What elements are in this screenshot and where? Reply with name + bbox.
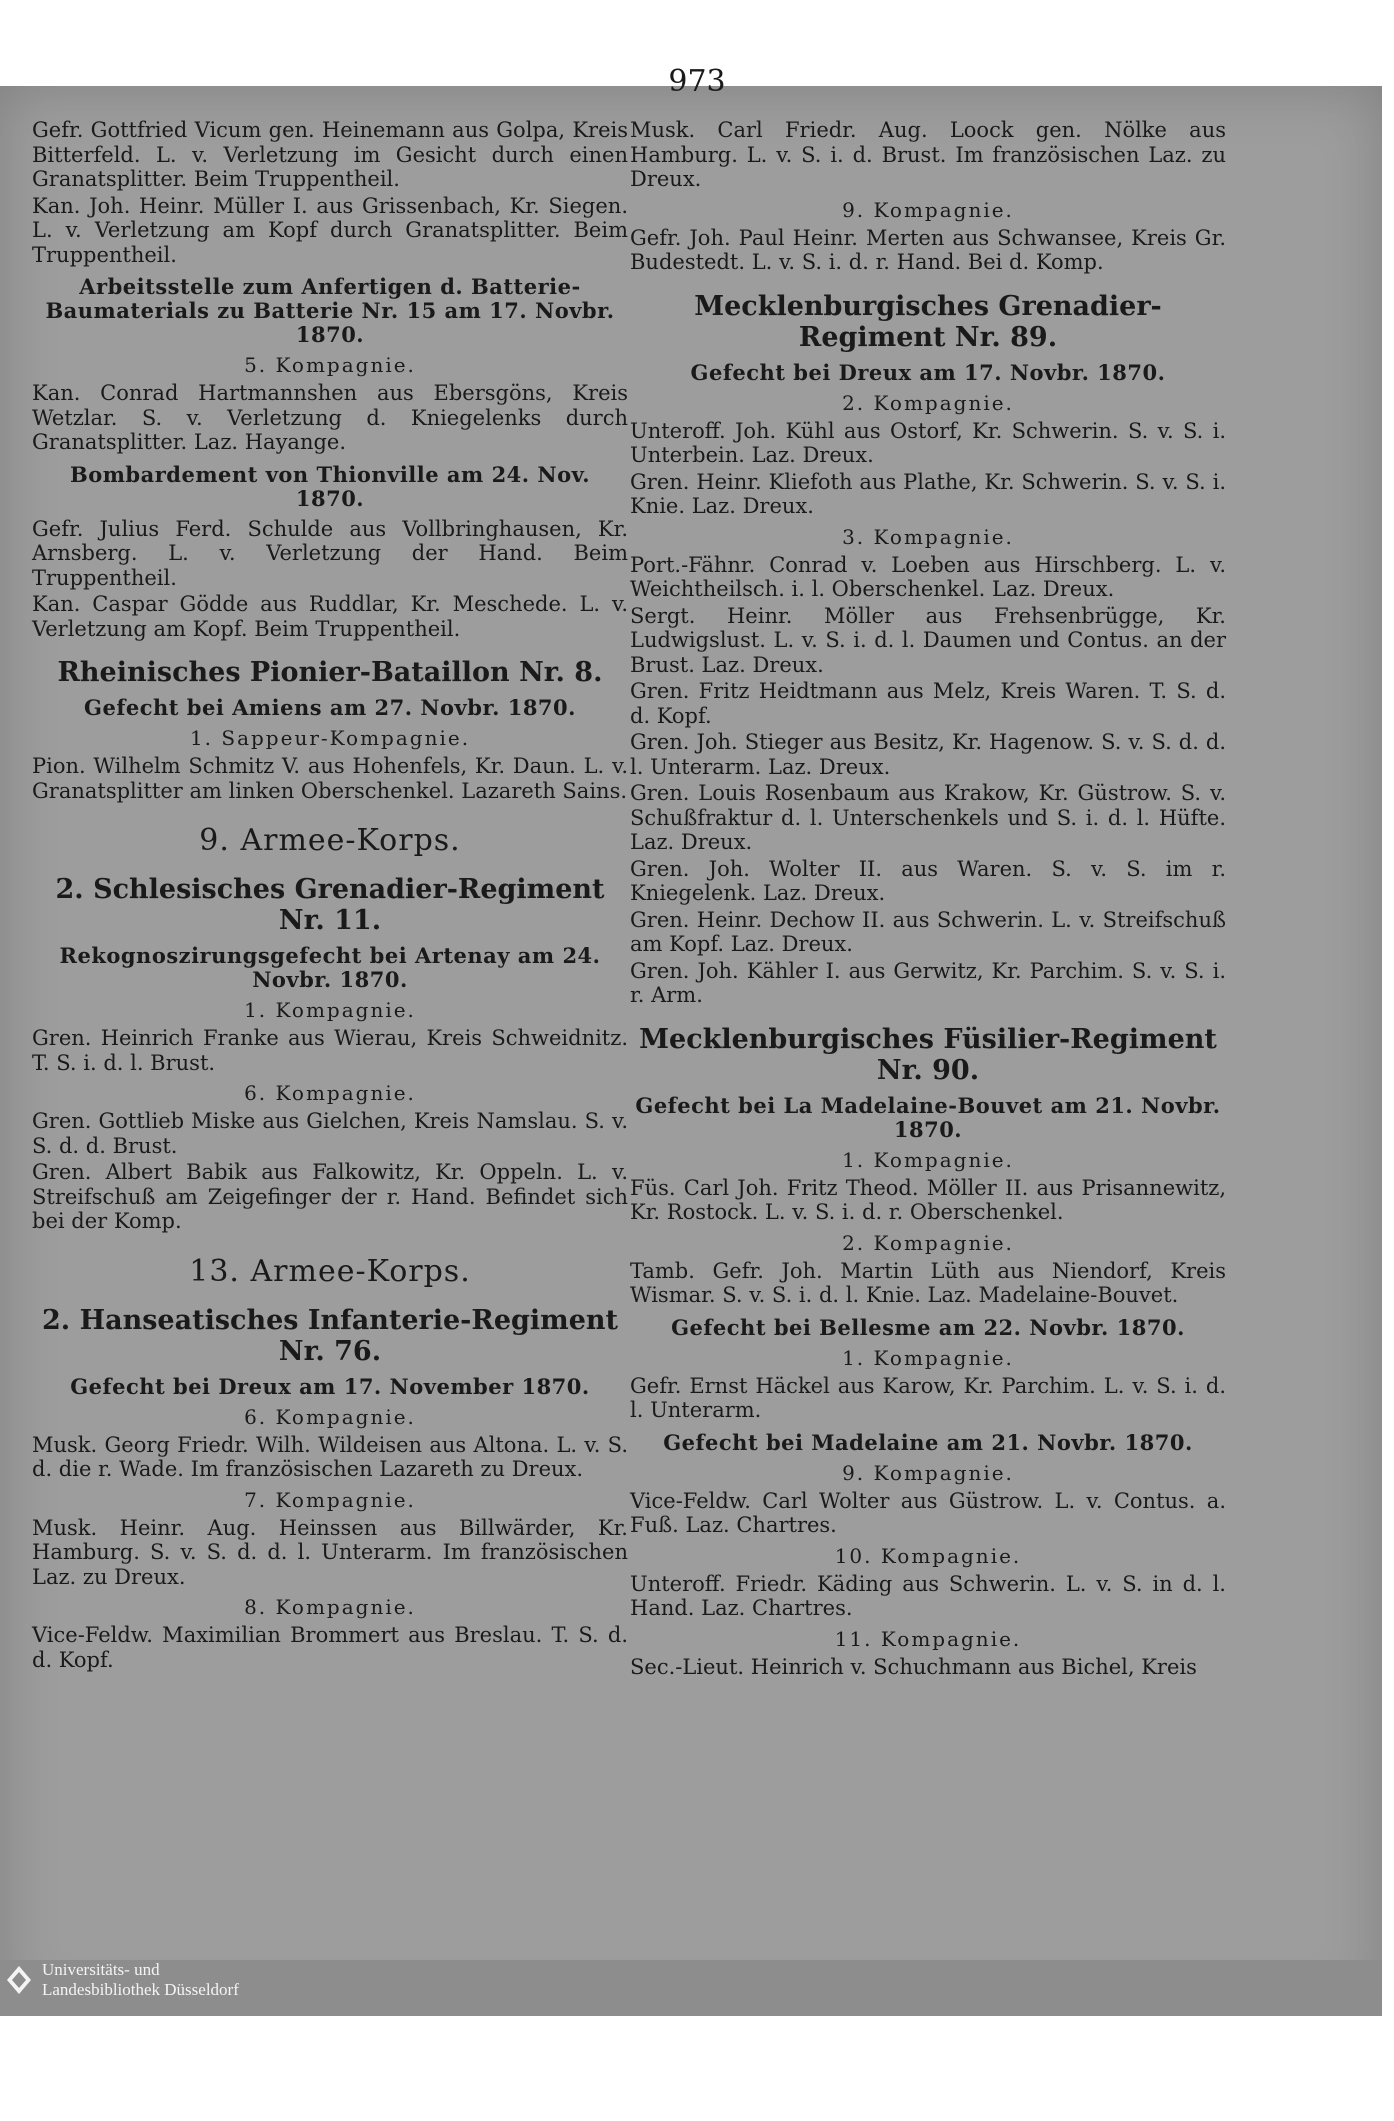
regiment-heading: Mecklenburgisches Grenadier-Regiment Nr. 89. <box>694 290 1162 353</box>
engagement-heading: Rekognoszirungsgefecht bei Artenay am 24. Novbr. 1870. <box>59 943 601 992</box>
library-credit-line1: Universitäts- und <box>42 1960 160 1979</box>
page-number: 973 <box>668 64 726 99</box>
engagement-heading: Gefecht bei Dreux am 17. November 1870. <box>70 1373 590 1399</box>
engagement-heading: Bombardement von Thionville am 24. Nov. 1870. <box>69 461 591 511</box>
regiment-heading: Mecklenburgisches Füsilier-Regiment Nr. 90. <box>639 1023 1217 1086</box>
casualty-entry: Gefr. Julius Ferd. Schulde aus Vollbringhausen, Kr. Arnsberg. L. v. Verletzung der Hand. Beim Truppentheil. <box>32 516 628 590</box>
casualty-entry: Gefr. Ernst Häckel aus Karow, Kr. Parchim. L. v. S. i. d. l. Unterarm. <box>630 1373 1226 1422</box>
casualty-entry: Sergt. Heinr. Möller aus Frehsenbrügge, Kr. Ludwigslust. L. v. S. i. d. l. Daumen und Contus. an der Brust. Laz. Dreux. <box>630 603 1226 677</box>
casualty-entry: Kan. Joh. Heinr. Müller I. aus Grissenbach, Kr. Siegen. L. v. Verletzung am Kopf durch Granatsplitter. Beim Truppentheil. <box>32 193 628 267</box>
company-heading: 2. Kompagnie. <box>842 390 1014 415</box>
casualty-entry: Musk. Heinr. Aug. Heinssen aus Billwärder, Kr. Hamburg. S. v. S. d. d. l. Unterarm. Im französischen Laz. zu Dreux. <box>32 1515 628 1589</box>
casualty-entry: Gren. Heinrich Franke aus Wierau, Kreis Schweidnitz. T. S. i. d. l. Brust. <box>32 1026 628 1075</box>
casualty-entry: Gren. Heinr. Dechow II. aus Schwerin. L. v. Streifschuß am Kopf. Laz. Dreux. <box>630 907 1226 956</box>
company-heading: 6. Kompagnie. <box>244 1081 416 1105</box>
engagement-heading: Gefecht bei Bellesme am 22. Novbr. 1870. <box>671 1314 1185 1340</box>
company-heading: 1. Kompagnie. <box>244 998 416 1022</box>
casualty-entry: Unteroff. Friedr. Käding aus Schwerin. L. v. S. in d. l. Hand. Laz. Chartres. <box>630 1571 1226 1620</box>
casualty-entry: Gren. Albert Babik aus Falkowitz, Kr. Oppeln. L. v. Streifschuß am Zeigefinger der r. Hand. Befindet sich bei der Komp. <box>32 1160 628 1233</box>
company-heading: 9. Kompagnie. <box>842 1460 1014 1485</box>
casualty-entry: Unteroff. Joh. Kühl aus Ostorf, Kr. Schwerin. S. v. S. i. Unterbein. Laz. Dreux. <box>630 418 1226 467</box>
company-heading: 6. Kompagnie. <box>244 1404 416 1429</box>
company-heading: 10. Kompagnie. <box>834 1543 1022 1568</box>
library-logo-icon <box>4 1962 34 2000</box>
casualty-entry: Gren. Louis Rosenbaum aus Krakow, Kr. Güstrow. S. v. Schußfraktur d. l. Unterschenkels und S. i. d. l. Hüfte. Laz. Dreux. <box>630 781 1226 854</box>
company-heading: 11. Kompagnie. <box>834 1626 1022 1651</box>
army-corps-heading: 13. Armee-Korps. <box>189 1253 471 1289</box>
casualty-entry: Gren. Heinr. Kliefoth aus Plathe, Kr. Schwerin. S. v. S. i. Knie. Laz. Dreux. <box>630 469 1226 518</box>
engagement-heading: Gefecht bei Dreux am 17. Novbr. 1870. <box>690 359 1166 385</box>
company-heading: 1. Kompagnie. <box>842 1147 1014 1172</box>
engagement-heading: Arbeitsstelle zum Anfertigen d. Batterie-Baumaterials zu Batterie Nr. 15 am 17. Novbr. 1870. <box>45 274 615 347</box>
regiment-heading: 2. Schlesisches Grenadier-Regiment Nr. 11. <box>55 874 605 936</box>
left-column <box>32 118 628 1674</box>
company-heading: 8. Kompagnie. <box>244 1595 416 1619</box>
casualty-entry: Musk. Georg Friedr. Wilh. Wildeisen aus Altona. L. v. S. d. die r. Wade. Im französischen Lazareth zu Dreux. <box>32 1432 628 1481</box>
engagement-heading: Gefecht bei Amiens am 27. Novbr. 1870. <box>84 695 576 720</box>
company-heading: 1. Kompagnie. <box>842 1345 1014 1370</box>
casualty-entry: Gren. Joh. Kähler I. aus Gerwitz, Kr. Parchim. S. v. S. i. r. Arm. <box>630 958 1226 1007</box>
casualty-entry: Kan. Caspar Gödde aus Ruddlar, Kr. Meschede. L. v. Verletzung am Kopf. Beim Truppentheil. <box>32 592 628 641</box>
company-heading: 3. Kompagnie. <box>842 524 1014 549</box>
casualty-entry: Gefr. Joh. Paul Heinr. Merten aus Schwansee, Kreis Gr. Budestedt. L. v. S. i. d. r. Hand. Bei d. Komp. <box>630 225 1226 274</box>
casualty-entry: Port.-Fähnr. Conrad v. Loeben aus Hirschberg. L. v. Weichtheilsch. i. l. Oberschenkel. Laz. Dreux. <box>630 552 1226 601</box>
casualty-entry: Musk. Carl Friedr. Aug. Loock gen. Nölke aus Hamburg. L. v. S. i. d. Brust. Im französischen Laz. zu Dreux. <box>630 118 1226 191</box>
company-heading: 1. Sappeur-Kompagnie. <box>189 726 471 750</box>
casualty-entry: Vice-Feldw. Carl Wolter aus Güstrow. L. v. Contus. a. Fuß. Laz. Chartres. <box>630 1488 1226 1537</box>
company-heading: 7. Kompagnie. <box>244 1487 416 1512</box>
engagement-heading: Gefecht bei Madelaine am 21. Novbr. 1870. <box>663 1429 1193 1455</box>
regiment-heading: 2. Hanseatisches Infanterie-Regiment Nr. 76. <box>42 1304 618 1367</box>
company-heading: 2. Kompagnie. <box>842 1230 1014 1255</box>
company-heading: 5. Kompagnie. <box>244 353 416 377</box>
casualty-entry: Füs. Carl Joh. Fritz Theod. Möller II. aus Prisannewitz, Kr. Rostock. L. v. S. i. d. r. Oberschenkel. <box>630 1175 1226 1224</box>
casualty-entry: Gren. Fritz Heidtmann aus Melz, Kreis Waren. T. S. d. d. Kopf. <box>630 679 1226 728</box>
casualty-entry: Gren. Joh. Wolter II. aus Waren. S. v. S. im r. Kniegelenk. Laz. Dreux. <box>630 856 1226 905</box>
casualty-entry: Tamb. Gefr. Joh. Martin Lüth aus Niendorf, Kreis Wismar. S. v. S. i. d. l. Knie. Laz. Madelaine-Bouvet. <box>630 1258 1226 1307</box>
casualty-entry: Sec.-Lieut. Heinrich v. Schuchmann aus Bichel, Kreis <box>630 1654 1197 1679</box>
casualty-entry: Pion. Wilhelm Schmitz V. aus Hohenfels, Kr. Daun. L. v. Granatsplitter am linken Oberschenkel. Lazareth Sains. <box>32 754 628 803</box>
casualty-entry: Gren. Gottlieb Miske aus Gielchen, Kreis Namslau. S. v. S. d. d. Brust. <box>32 1109 628 1158</box>
right-column <box>630 118 1226 1681</box>
engagement-heading: Gefecht bei La Madelaine-Bouvet am 21. Novbr. 1870. <box>635 1092 1221 1142</box>
regiment-heading: Rheinisches Pionier-Bataillon Nr. 8. <box>57 657 603 688</box>
company-heading: 9. Kompagnie. <box>842 197 1014 222</box>
casualty-entry: Gefr. Gottfried Vicum gen. Heinemann aus Golpa, Kreis Bitterfeld. L. v. Verletzung im Gesicht durch einen Granatsplitter. Beim Truppentheil. <box>32 118 628 191</box>
library-credit-line2: Landesbibliothek Düsseldorf <box>42 1980 239 1999</box>
casualty-entry: Kan. Conrad Hartmannshen aus Ebersgöns, Kreis Wetzlar. S. v. Verletzung d. Kniegelenks durch Granatsplitter. Laz. Hayange. <box>32 381 628 454</box>
library-credit <box>42 1960 239 2000</box>
army-corps-heading: 9. Armee-Korps. <box>199 823 461 858</box>
casualty-entry: Gren. Joh. Stieger aus Besitz, Kr. Hagenow. S. v. S. d. d. l. Unterarm. Laz. Dreux. <box>630 730 1226 779</box>
casualty-entry: Vice-Feldw. Maximilian Brommert aus Breslau. T. S. d. d. Kopf. <box>32 1623 628 1672</box>
